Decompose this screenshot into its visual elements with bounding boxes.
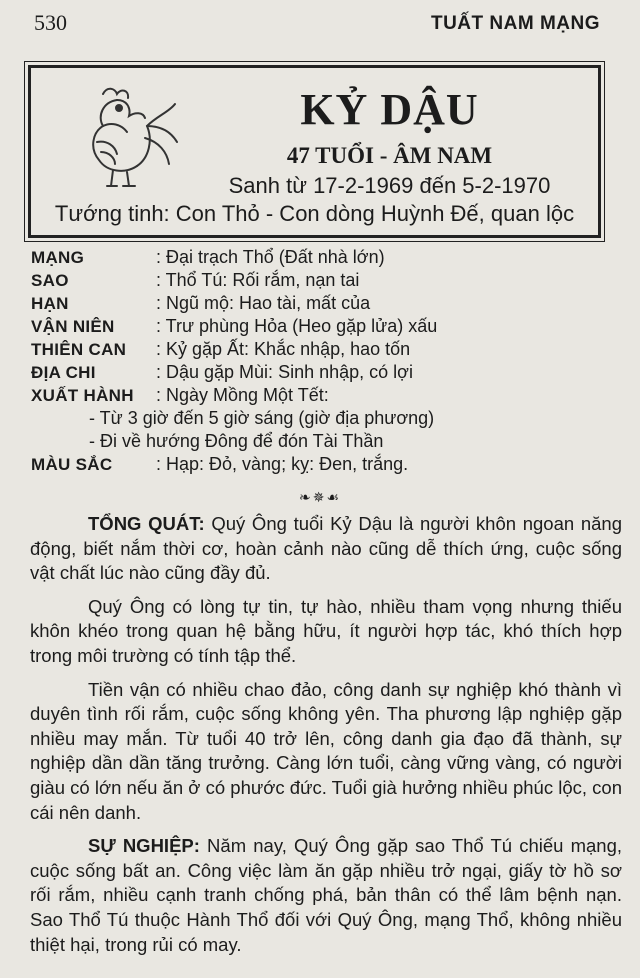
section-heading: TỔNG QUÁT: bbox=[88, 513, 205, 534]
info-row-sao bbox=[31, 269, 621, 292]
info-value: : Đại trạch Thổ (Đất nhà lớn) bbox=[156, 247, 385, 267]
info-row-dia-chi bbox=[31, 361, 621, 384]
info-value: : Dậu gặp Mùi: Sinh nhập, có lợi bbox=[156, 362, 413, 382]
info-row-mau-sac bbox=[31, 453, 621, 476]
info-label: THIÊN CAN bbox=[31, 339, 127, 359]
paragraph-text: Quý Ông tuổi Kỷ Dậu là người khôn ngoan năng động, biết nắm thời cơ, hoàn cảnh nào cũng dễ thích ứng, cuộc sống vật chất lúc nào cũng đầy đủ. bbox=[30, 513, 622, 584]
zodiac-title: KỶ DẬU bbox=[300, 85, 479, 134]
age-subtitle: 47 TUỔI - ÂM NAM bbox=[286, 143, 493, 168]
section-heading: SỰ NGHIỆP: bbox=[88, 835, 200, 857]
info-row-mang bbox=[31, 246, 621, 269]
page-number: 530 bbox=[34, 10, 67, 35]
paragraph: Tiền vận có nhiều chao đảo, công danh sự nghiệp khó thành vì duyên tình rối rắm, cuộc sống không yên. Tha phương lập nghiệp gặp nhiều may mắn. Từ tuổi 40 trở lên, công danh gia đạo đã thành, sự nghiệp dần dần tăng trưởng. Càng lớn tuổi, càng vững vàng, có người giàu có lớn nếu ăn ở có phước đức. Tuổi già hưởng nhiều phúc lộc, con cái nên danh. bbox=[30, 678, 622, 823]
xuat-hanh-line: - Đi về hướng Đông để đón Tài Thần bbox=[89, 431, 384, 451]
info-row-han bbox=[31, 292, 621, 315]
info-label: HẠN bbox=[31, 293, 69, 313]
paragraph-career bbox=[30, 834, 622, 957]
info-value: : Thổ Tú: Rối rắm, nạn tai bbox=[156, 270, 360, 290]
xuat-hanh-details bbox=[31, 407, 621, 453]
birth-date-range: Sanh từ 17-2-1969 đến 5-2-1970 bbox=[228, 173, 551, 198]
info-label: XUẤT HÀNH bbox=[31, 385, 134, 405]
info-row-thien-can bbox=[31, 338, 621, 361]
xuat-hanh-line: - Từ 3 giờ đến 5 giờ sáng (giờ địa phương) bbox=[89, 408, 435, 428]
star-sign-line: Tướng tinh: Con Thỏ - Con dòng Huỳnh Đế, quan lộc bbox=[54, 201, 575, 226]
body-text bbox=[30, 512, 622, 966]
info-value: : Ngày Mồng Một Tết: bbox=[156, 385, 329, 405]
info-row-xuat-hanh bbox=[31, 384, 621, 407]
info-label: MẠNG bbox=[31, 247, 85, 267]
info-value: : Kỷ gặp Ất: Khắc nhập, hao tốn bbox=[156, 339, 411, 359]
paragraph-general bbox=[30, 512, 622, 586]
title-box bbox=[28, 65, 601, 238]
info-value: : Ngũ mộ: Hao tài, mất của bbox=[156, 293, 371, 313]
paragraph-text: Năm nay, Quý Ông gặp sao Thổ Tú chiếu mạng, cuộc sống bất an. Công việc làm ăn gặp nhiều trở ngại, giấy tờ hồ sơ rối rắm, nhiều cạnh tranh chống phá, bản thân có thể lâm bệnh nạn. Sao Thổ Tú thuộc Hành Thổ đối với Quý Ông, mạng Thổ, không nhiều thiệt hại, trong rủi có may. bbox=[30, 835, 622, 955]
rooster-illustration bbox=[73, 82, 183, 192]
info-row-van-nien bbox=[31, 315, 621, 338]
info-label: MÀU SẮC bbox=[31, 454, 113, 474]
info-label: ĐỊA CHI bbox=[31, 362, 96, 382]
ornament-divider-icon: ❧✵☙ bbox=[298, 489, 341, 505]
info-table bbox=[31, 246, 621, 476]
info-value: : Trư phùng Hỏa (Heo gặp lửa) xấu bbox=[156, 316, 438, 336]
info-value: : Hạp: Đỏ, vàng; kỵ: Đen, trắng. bbox=[156, 454, 409, 474]
info-label: SAO bbox=[31, 270, 69, 290]
info-label: VẬN NIÊN bbox=[31, 316, 115, 336]
running-header: TUẤT NAM MẠNG bbox=[430, 13, 600, 34]
paragraph: Quý Ông có lòng tự tin, tự hào, nhiều tham vọng nhưng thiếu khôn khéo trong quan hệ bằng hữu, ít người hợp tác, khó thích hợp trong môi trường có tính tập thể. bbox=[30, 595, 622, 666]
